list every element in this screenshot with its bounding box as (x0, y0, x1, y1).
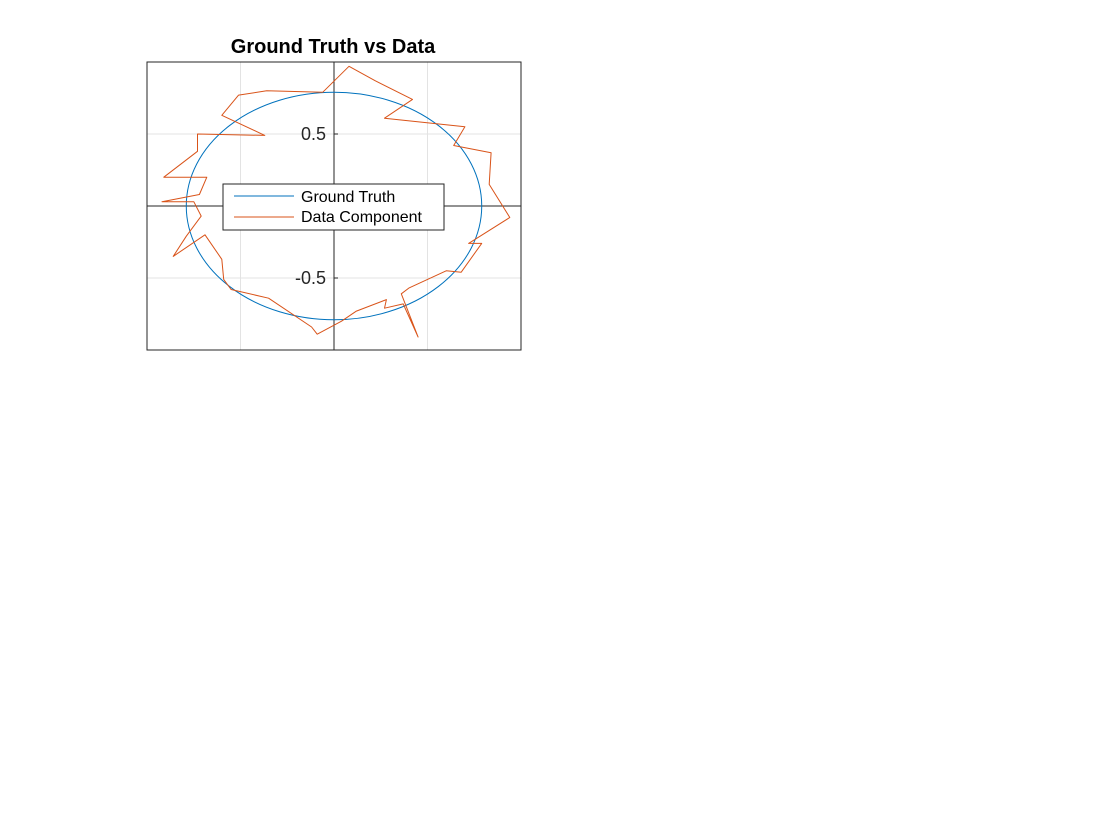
y-tick-label: -0.5 (294, 268, 326, 288)
chart-title: Ground Truth vs Data (230, 36, 436, 58)
chart-legend[interactable] (223, 184, 444, 230)
legend-label-ground-truth: Ground Truth (301, 189, 396, 206)
y-tick-label: 0.5 (300, 124, 326, 144)
legend-label-data-component: Data Component (301, 209, 422, 226)
